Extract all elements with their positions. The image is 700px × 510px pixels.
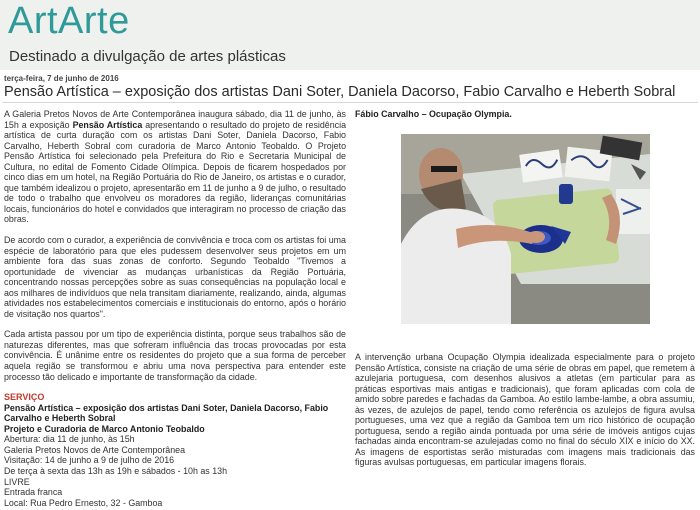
blog-header <box>0 0 700 70</box>
paragraph-experience: Cada artista passou por um tipo de experiência distinta, porque seus trabalhos são de naturezas diferentes, mas que sofreram influência das trocas provocadas por esta convivência. É unânime entre os residentes do projeto que a sua forma de perceber aquela região se transformou e abriu uma nova perspectiva para entender este processo tão delicado e importante de transformação da cidade. <box>4 329 346 382</box>
title-divider <box>2 102 698 103</box>
service-line: Abertura: dia 11 de junho, às 15h <box>4 434 135 445</box>
post-body-left <box>4 109 346 508</box>
site-title[interactable]: ArtArte <box>8 0 130 42</box>
service-line: Visitação: 14 de junho a 9 de julho de 2016 <box>4 455 175 466</box>
intervention-description: A intervenção urbana Ocupação Olympia idealizada especialmente para o projeto Pensão Artística, consiste na criação de uma série de obras em papel, que remetem à azulejaria portuguesa, com desenhos alusivos a atletas (em particular para as práticas esportivas mais antigas e tradicionais), que foram aplicadas com cola de amido sobre paredes e fachadas da Gamboa. Ao estilo lambe-lambe, a obra assumiu, às vezes, de azulejos de papel, tendo como referência os azulejos de figura avulsa portugueses, uma vez que a região da Gamboa tem um rico histórico de ocupação portuguesa, sendo a região ainda pontuada por uma série de imóveis antigos cujas fachadas ainda encontram-se azulejadas como no final do século XIX e início do XX. As imagens de esportistas serão misturadas com imagens mais tradicionais das figuras avulsas portuguesas, em particular imagens florais. <box>355 352 695 468</box>
service-title: Pensão Artística – exposição dos artistas Dani Soter, Daniela Dacorso, Fabio Carvalho e Heberth Sobral <box>4 402 329 424</box>
intro-bold: Pensão Artística <box>72 119 143 130</box>
paragraph-curator: De acordo com o curador, a experiência de convivência e troca com os artistas foi uma espécie de laboratório para que eles pudessem desenvolver seus projetos em um ambiente fora das suas zonas de conforto. Segundo Teobaldo "Tivemos a oportunidade de vivenciar as mudanças urbanísticas da Região Portuária, concentrando nossas percepções sobre as suas consequências na população local e aos milhares de indivíduos que nela transitam diariamente, realizando, ainda, algumas atividades nos estabelecimentos comerciais e institucionais do entorno, após o horário de visitação nos quartos". <box>4 235 346 319</box>
service-line: Local: Rua Pedro Ernesto, 32 - Gamboa <box>4 497 163 508</box>
service-block <box>4 392 346 508</box>
service-line: Entrada franca <box>4 487 63 498</box>
service-heading: SERVIÇO <box>4 392 45 403</box>
service-line: LIVRE <box>4 476 30 487</box>
paragraph-intro <box>4 109 346 225</box>
intro-text-a: A Galeria Pretos Novos de Arte Contemporânea inaugura sábado, dia 11 de junho, às 15h a exposição <box>4 109 346 130</box>
post-date: terça-feira, 7 de junho de 2016 <box>4 74 119 83</box>
post-body-right <box>355 109 695 468</box>
service-line: De terça à sexta das 13h as 19h e sábados - 10h as 13h <box>4 465 228 476</box>
photo-caption: Fábio Carvalho – Ocupação Olympia. <box>355 109 512 119</box>
service-subtitle: Projeto e Curadoria de Marco Antonio Teobaldo <box>4 423 205 434</box>
service-line: Galeria Pretos Novos de Arte Contemporânea <box>4 444 186 455</box>
artist-photo[interactable] <box>401 134 650 324</box>
intro-text-b: apresentando o resultado do projeto de residência artística de curta duração com os artistas Dani Soter, Daniela Dacorso, Fabio Carvalho, Heberth Sobral com curadoria de Marco Antonio Teobaldo. O Projeto Pensão Artística foi selecionado pela Prefeitura do Rio e Secretaria Municipal de Cultura, no edital de Fomento Cidade Olímpica. Depois de ficarem hospedados por cinco dias em um hotel, na Região Portuária do Rio de Janeiro, os artistas e o curador, que também idealizou o projeto, apresentarão em 11 de junho a 9 de julho, o resultado de todo o trabalho que envolveu os moradores da região, lideranças comunitárias locais, funcionários do hotel e convidados que interagiram no processo de criação das obras. <box>4 119 347 225</box>
post-title[interactable]: Pensão Artística – exposição dos artistas Dani Soter, Daniela Dacorso, Fabio Carvalho e Heberth Sobral <box>4 84 676 100</box>
site-subtitle: Destinado a divulgação de artes plásticas <box>9 48 286 65</box>
